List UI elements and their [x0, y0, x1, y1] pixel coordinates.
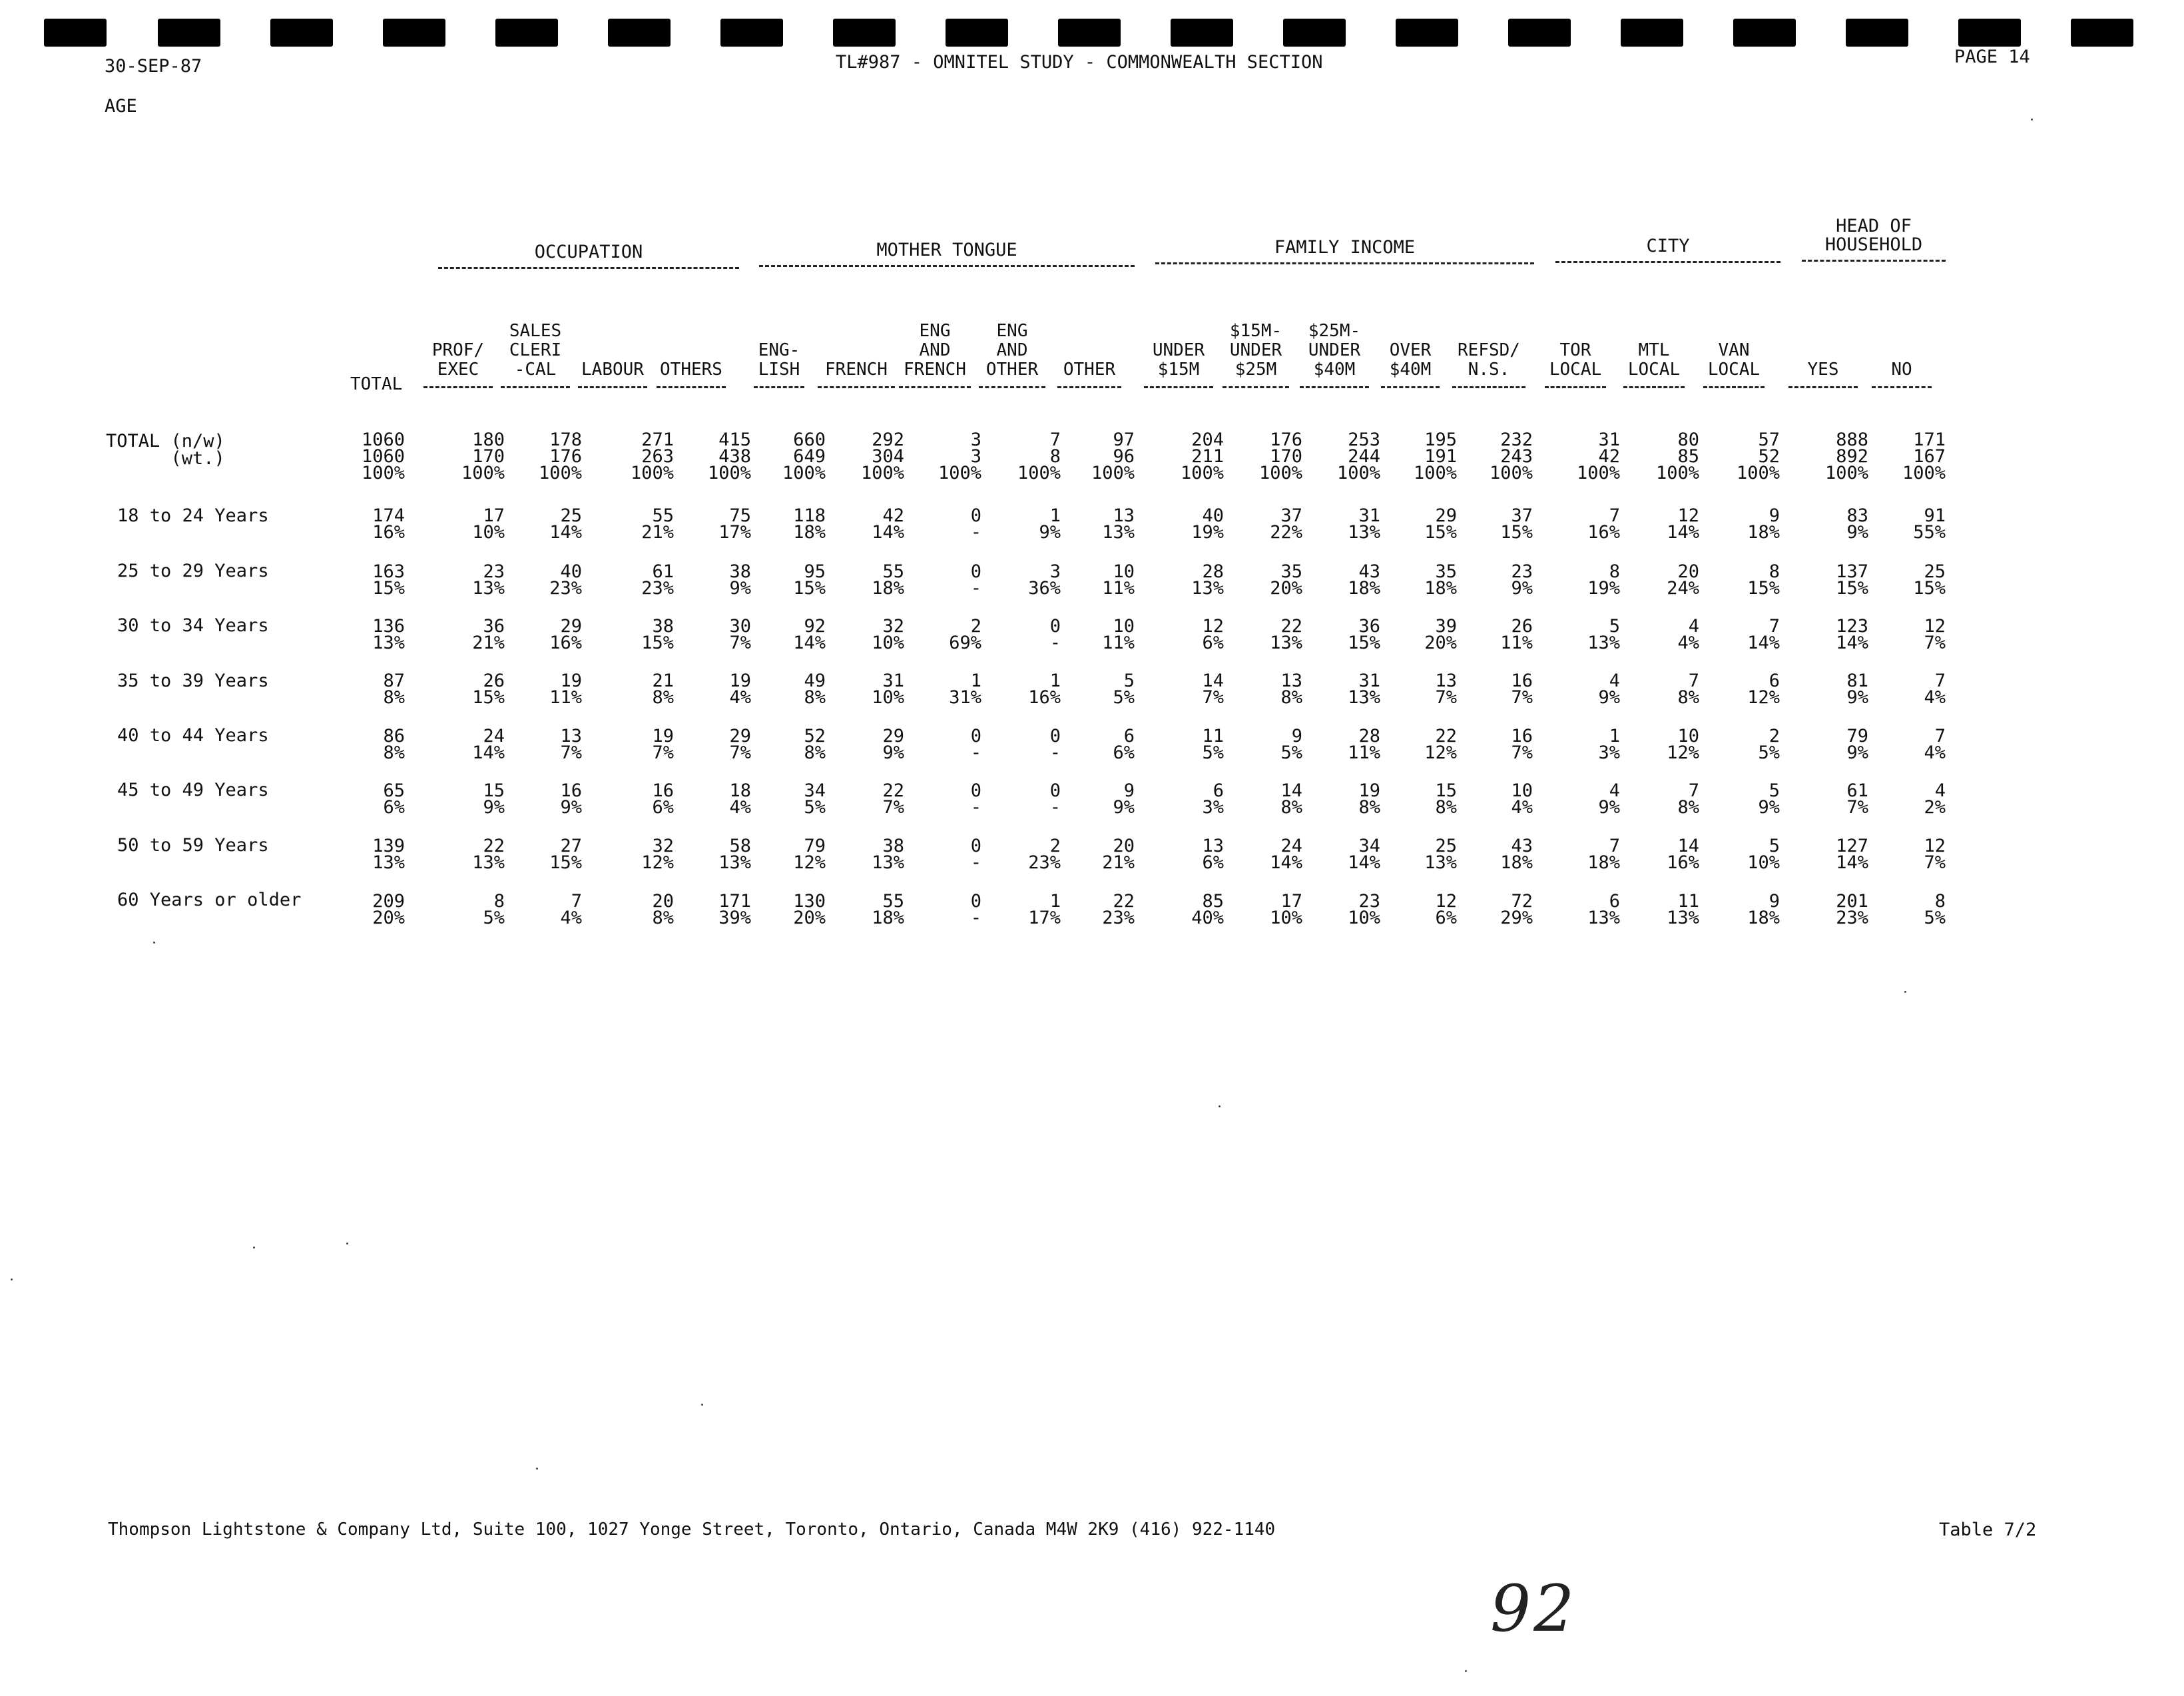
column-underline: [1300, 386, 1369, 388]
table-cell: 201 23%: [1836, 891, 1868, 928]
table-cell: 19 4%: [729, 671, 751, 708]
table-cell: 13 7%: [1435, 671, 1457, 708]
column-header-label: OTHERS: [660, 360, 722, 380]
table-cell: 7 4%: [560, 891, 582, 928]
row-label: 35 to 39 Years: [117, 671, 269, 691]
table-cell: 79 9%: [1846, 726, 1868, 763]
table-cell: 29 9%: [882, 726, 904, 763]
table-cell: 16 6%: [652, 780, 674, 818]
table-cell: 5 10%: [1747, 836, 1780, 873]
column-underline: [1223, 386, 1289, 388]
table-cell: 16 7%: [1511, 671, 1533, 708]
column-header-label: TOR LOCAL: [1549, 340, 1602, 380]
punch-block: [608, 19, 671, 47]
table-cell: 0 -: [970, 561, 981, 599]
table-cell: 43 18%: [1500, 836, 1533, 873]
table-cell: 6 6%: [1113, 726, 1135, 763]
table-cell: 0 -: [1049, 780, 1061, 818]
table-cell: 5 5%: [1113, 671, 1135, 708]
group-header-label: HEAD OF HOUSEHOLD: [1824, 216, 1923, 255]
table-cell: 232 243 100%: [1489, 429, 1533, 483]
table-cell: 27 15%: [549, 836, 582, 873]
table-cell: 130 20%: [793, 891, 826, 928]
table-cell: 21 8%: [652, 671, 674, 708]
table-cell: 38 9%: [729, 561, 751, 599]
punch-block: [720, 19, 783, 47]
table-cell: 178 176 100%: [538, 429, 582, 483]
table-cell: 1 3%: [1598, 726, 1620, 763]
punch-block: [1283, 19, 1346, 47]
table-cell: 1060 1060 100%: [361, 429, 405, 483]
group-header-label: MOTHER TONGUE: [876, 240, 1017, 260]
table-cell: 17 10%: [1270, 891, 1302, 928]
table-cell: 83 9%: [1846, 505, 1868, 543]
column-underline: [899, 386, 971, 388]
table-cell: 40 23%: [549, 561, 582, 599]
table-cell: 9 9%: [1113, 780, 1135, 818]
group-underline: [759, 265, 1135, 267]
punch-block: [270, 19, 333, 47]
table-cell: 3 36%: [1028, 561, 1061, 599]
column-header-label: TOTAL: [350, 374, 403, 394]
table-cell: 7 4%: [1924, 671, 1946, 708]
table-cell: 20 21%: [1102, 836, 1135, 873]
table-cell: 13 8%: [1280, 671, 1302, 708]
punch-strip: [0, 16, 2184, 49]
table-cell: 14 16%: [1667, 836, 1699, 873]
column-underline: [1703, 386, 1765, 388]
scan-speck: [2031, 119, 2033, 121]
table-cell: 38 15%: [641, 616, 674, 653]
table-cell: 139 13%: [372, 836, 405, 873]
row-label: 60 Years or older: [117, 890, 302, 910]
table-cell: 0 -: [970, 726, 981, 763]
table-cell: 7 8 100%: [1017, 429, 1061, 483]
column-header-label: FRENCH: [825, 360, 888, 380]
table-cell: 6 13%: [1587, 891, 1620, 928]
table-cell: 34 14%: [1348, 836, 1380, 873]
table-cell: 6 3%: [1202, 780, 1224, 818]
table-cell: 61 7%: [1846, 780, 1868, 818]
table-cell: 29 15%: [1424, 505, 1457, 543]
table-cell: 888 892 100%: [1824, 429, 1868, 483]
column-underline: [657, 386, 726, 388]
table-cell: 37 15%: [1500, 505, 1533, 543]
table-cell: 79 12%: [793, 836, 826, 873]
table-cell: 127 14%: [1836, 836, 1868, 873]
table-cell: 10 11%: [1102, 616, 1135, 653]
table-cell: 15 8%: [1435, 780, 1457, 818]
row-label: 50 to 59 Years: [117, 835, 269, 856]
table-cell: 13 7%: [560, 726, 582, 763]
table-cell: 2 5%: [1758, 726, 1780, 763]
table-cell: 28 11%: [1348, 726, 1380, 763]
punch-block: [1171, 19, 1233, 47]
column-header-label: LABOUR: [581, 360, 644, 380]
section-title: AGE: [105, 96, 137, 117]
table-cell: 8 5%: [1924, 891, 1946, 928]
column-underline: [979, 386, 1045, 388]
column-underline: [1623, 386, 1685, 388]
table-cell: 20 8%: [652, 891, 674, 928]
scan-speck: [536, 1468, 538, 1470]
table-cell: 14 7%: [1202, 671, 1224, 708]
table-cell: 31 42 100%: [1576, 429, 1620, 483]
punch-block: [44, 19, 107, 47]
punch-block: [1621, 19, 1683, 47]
table-cell: 97 96 100%: [1091, 429, 1135, 483]
column-header-label: REFSD/ N.S.: [1458, 340, 1520, 380]
column-header: [1607, 341, 1701, 380]
column-header-label: SALES CLERI -CAL: [509, 321, 562, 380]
table-cell: 19 11%: [549, 671, 582, 708]
group-underline: [1155, 262, 1534, 264]
report-title: TL#987 - OMNITEL STUDY - COMMONWEALTH SECTION: [836, 52, 1323, 73]
table-cell: 271 263 100%: [630, 429, 674, 483]
punch-block: [2071, 19, 2133, 47]
table-cell: 13 13%: [1102, 505, 1135, 543]
table-cell: 55 18%: [872, 561, 904, 599]
table-cell: 0 -: [1049, 726, 1061, 763]
group-header: [1802, 217, 1946, 254]
table-cell: 28 13%: [1191, 561, 1224, 599]
table-cell: 25 13%: [1424, 836, 1457, 873]
table-cell: 123 14%: [1836, 616, 1868, 653]
table-cell: 7 8%: [1677, 671, 1699, 708]
table-cell: 22 23%: [1102, 891, 1135, 928]
column-underline: [501, 386, 570, 388]
table-cell: 7 4%: [1924, 726, 1946, 763]
column-header-label: YES: [1807, 360, 1839, 380]
row-label: 18 to 24 Years: [117, 505, 269, 526]
table-cell: 1 17%: [1028, 891, 1061, 928]
table-cell: 8 15%: [1747, 561, 1780, 599]
table-cell: 0 -: [970, 780, 981, 818]
table-cell: 136 13%: [372, 616, 405, 653]
table-cell: 12 6%: [1202, 616, 1224, 653]
table-cell: 195 191 100%: [1413, 429, 1457, 483]
table-cell: 5 13%: [1587, 616, 1620, 653]
table-cell: 2 23%: [1028, 836, 1061, 873]
punch-block: [383, 19, 445, 47]
table-cell: 32 12%: [641, 836, 674, 873]
group-header: [1555, 237, 1780, 256]
scan-speck: [346, 1243, 348, 1245]
table-cell: 8 5%: [483, 891, 505, 928]
table-cell: 85 40%: [1191, 891, 1224, 928]
punch-block: [1058, 19, 1121, 47]
table-cell: 72 29%: [1500, 891, 1533, 928]
table-cell: 30 7%: [729, 616, 751, 653]
table-cell: 0 -: [970, 891, 981, 928]
column-underline: [1452, 386, 1525, 388]
punch-block: [495, 19, 558, 47]
column-header: [1855, 360, 1948, 380]
table-cell: 31 13%: [1348, 505, 1380, 543]
table-cell: 61 23%: [641, 561, 674, 599]
table-cell: 35 20%: [1270, 561, 1302, 599]
table-cell: 22 7%: [882, 780, 904, 818]
table-cell: 12 7%: [1924, 616, 1946, 653]
page-number: PAGE 14: [1954, 47, 2030, 67]
table-cell: 8 19%: [1587, 561, 1620, 599]
table-cell: 26 11%: [1500, 616, 1533, 653]
group-header: [1155, 238, 1534, 257]
table-cell: 7 8%: [1677, 780, 1699, 818]
table-cell: 52 8%: [804, 726, 826, 763]
column-header: [1442, 341, 1535, 380]
table-cell: 35 18%: [1424, 561, 1457, 599]
table-cell: 118 18%: [793, 505, 826, 543]
column-header-label: OVER $40M: [1389, 340, 1432, 380]
table-cell: 9 5%: [1280, 726, 1302, 763]
table-cell: 12 7%: [1924, 836, 1946, 873]
table-cell: 137 15%: [1836, 561, 1868, 599]
handwritten-page-number: 92: [1490, 1571, 1577, 1646]
table-cell: 10 4%: [1511, 780, 1533, 818]
column-underline: [1057, 386, 1121, 388]
table-cell: 4 9%: [1598, 780, 1620, 818]
table-cell: 415 438 100%: [707, 429, 751, 483]
column-header: [645, 360, 738, 380]
table-cell: 1 9%: [1039, 505, 1061, 543]
table-cell: 4 9%: [1598, 671, 1620, 708]
table-cell: 11 13%: [1667, 891, 1699, 928]
table-cell: 42 14%: [872, 505, 904, 543]
table-cell: 65 6%: [383, 780, 405, 818]
column-header: [1043, 360, 1136, 380]
table-cell: 86 8%: [383, 726, 405, 763]
table-cell: 36 21%: [472, 616, 505, 653]
column-header-label: $15M- UNDER $25M: [1229, 321, 1282, 380]
table-cell: 57 52 100%: [1736, 429, 1780, 483]
table-cell: 58 13%: [718, 836, 751, 873]
table-cell: 91 55%: [1913, 505, 1946, 543]
table-cell: 17 10%: [472, 505, 505, 543]
table-cell: 9 18%: [1747, 891, 1780, 928]
table-cell: 55 21%: [641, 505, 674, 543]
table-cell: 1 31%: [949, 671, 981, 708]
table-cell: 23 10%: [1348, 891, 1380, 928]
table-cell: 25 15%: [1913, 561, 1946, 599]
report-date: 30-SEP-87: [105, 56, 202, 77]
scan-speck: [1465, 1670, 1467, 1672]
table-cell: 180 170 100%: [461, 429, 505, 483]
table-cell: 292 304 100%: [860, 429, 904, 483]
column-header-label: UNDER $15M: [1152, 340, 1205, 380]
scan-speck: [11, 1278, 13, 1280]
table-cell: 20 24%: [1667, 561, 1699, 599]
column-header-label: MTL LOCAL: [1627, 340, 1681, 380]
column-underline: [818, 386, 895, 388]
table-cell: 171 167 100%: [1902, 429, 1946, 483]
scan-speck: [153, 942, 155, 944]
table-cell: 39 20%: [1424, 616, 1457, 653]
table-cell: 660 649 100%: [782, 429, 826, 483]
scan-speck: [1219, 1105, 1221, 1107]
row-label: TOTAL (n/w) (wt.): [106, 431, 225, 469]
table-cell: 87 8%: [383, 671, 405, 708]
table-cell: 34 5%: [804, 780, 826, 818]
column-header-label: ENG- LISH: [758, 340, 800, 380]
table-cell: 95 15%: [793, 561, 826, 599]
group-header-label: CITY: [1646, 236, 1690, 256]
column-underline: [1381, 386, 1440, 388]
table-cell: 2 69%: [949, 616, 981, 653]
punch-block: [1958, 19, 2021, 47]
row-label: 45 to 49 Years: [117, 780, 269, 800]
table-cell: 40 19%: [1191, 505, 1224, 543]
group-underline: [438, 267, 739, 269]
table-cell: 24 14%: [1270, 836, 1302, 873]
table-cell: 80 85 100%: [1655, 429, 1699, 483]
column-underline: [1788, 386, 1858, 388]
table-cell: 5 9%: [1758, 780, 1780, 818]
table-cell: 16 7%: [1511, 726, 1533, 763]
table-cell: 31 13%: [1348, 671, 1380, 708]
table-cell: 25 14%: [549, 505, 582, 543]
table-cell: 49 8%: [804, 671, 826, 708]
column-header-label: ENG AND FRENCH: [904, 321, 966, 380]
column-header-label: NO: [1891, 360, 1912, 380]
column-underline: [578, 386, 647, 388]
table-cell: 31 10%: [872, 671, 904, 708]
table-cell: 1 16%: [1028, 671, 1061, 708]
column-header-label: PROF/ EXEC: [431, 340, 485, 380]
table-cell: 36 15%: [1348, 616, 1380, 653]
punch-block: [158, 19, 220, 47]
scan-speck: [701, 1404, 703, 1406]
table-cell: 23 9%: [1511, 561, 1533, 599]
punch-block: [1846, 19, 1908, 47]
table-cell: 29 16%: [549, 616, 582, 653]
table-cell: 19 8%: [1358, 780, 1380, 818]
table-cell: 22 12%: [1424, 726, 1457, 763]
table-cell: 10 12%: [1667, 726, 1699, 763]
table-cell: 6 12%: [1747, 671, 1780, 708]
table-cell: 11 5%: [1202, 726, 1224, 763]
table-cell: 7 16%: [1587, 505, 1620, 543]
punch-block: [833, 19, 896, 47]
table-cell: 75 17%: [718, 505, 751, 543]
table-cell: 43 18%: [1348, 561, 1380, 599]
table-cell: 32 10%: [872, 616, 904, 653]
table-cell: 19 7%: [652, 726, 674, 763]
column-header-label: ENG AND OTHER: [985, 321, 1039, 380]
table-cell: 4 2%: [1924, 780, 1946, 818]
table-cell: 29 7%: [729, 726, 751, 763]
table-cell: 55 18%: [872, 891, 904, 928]
table-cell: 18 4%: [729, 780, 751, 818]
punch-block: [946, 19, 1008, 47]
column-underline: [423, 386, 493, 388]
table-reference: Table 7/2: [1939, 1520, 2037, 1540]
column-header-label: OTHER: [1063, 360, 1116, 380]
punch-block: [1508, 19, 1571, 47]
table-cell: 14 8%: [1280, 780, 1302, 818]
table-cell: 9 18%: [1747, 505, 1780, 543]
table-cell: 24 14%: [472, 726, 505, 763]
table-cell: 92 14%: [793, 616, 826, 653]
table-cell: 16 9%: [560, 780, 582, 818]
table-cell: 0 -: [1049, 616, 1061, 653]
table-cell: 174 16%: [372, 505, 405, 543]
group-header: [438, 243, 739, 262]
table-cell: 209 20%: [372, 891, 405, 928]
table-cell: 0 -: [970, 505, 981, 543]
row-label: 25 to 29 Years: [117, 561, 269, 581]
group-underline: [1802, 260, 1946, 262]
table-cell: 38 13%: [872, 836, 904, 873]
row-label: 30 to 34 Years: [117, 615, 269, 636]
table-cell: 13 6%: [1202, 836, 1224, 873]
table-cell: 171 39%: [718, 891, 751, 928]
table-cell: 10 11%: [1102, 561, 1135, 599]
column-header-label: $25M- UNDER $40M: [1308, 321, 1361, 380]
footer-address: Thompson Lightstone & Company Ltd, Suite 100, 1027 Yonge Street, Toronto, Ontario, Canada M4W 2K9 (416) 922-1140: [108, 1520, 1276, 1540]
column-underline: [1872, 386, 1932, 388]
column-underline: [1144, 386, 1213, 388]
table-cell: 176 170 100%: [1258, 429, 1302, 483]
table-cell: 7 18%: [1587, 836, 1620, 873]
table-cell: 0 -: [970, 836, 981, 873]
table-cell: 4 4%: [1677, 616, 1699, 653]
table-cell: 22 13%: [1270, 616, 1302, 653]
table-cell: 81 9%: [1846, 671, 1868, 708]
table-cell: 253 244 100%: [1336, 429, 1380, 483]
row-label: 40 to 44 Years: [117, 725, 269, 746]
table-cell: 204 211 100%: [1180, 429, 1224, 483]
punch-block: [1396, 19, 1458, 47]
table-cell: 12 6%: [1435, 891, 1457, 928]
table-cell: 163 15%: [372, 561, 405, 599]
table-cell: 23 13%: [472, 561, 505, 599]
table-cell: 12 14%: [1667, 505, 1699, 543]
group-header-label: OCCUPATION: [534, 242, 643, 262]
table-cell: 7 14%: [1747, 616, 1780, 653]
column-header: [1687, 341, 1780, 380]
group-header-label: FAMILY INCOME: [1274, 237, 1416, 258]
group-underline: [1555, 261, 1780, 263]
column-underline: [754, 386, 804, 388]
table-cell: 15 9%: [483, 780, 505, 818]
scan-speck: [1904, 991, 1906, 993]
table-cell: 37 22%: [1270, 505, 1302, 543]
table-cell: 26 15%: [472, 671, 505, 708]
table-cell: 3 3 100%: [938, 429, 981, 483]
column-underline: [1545, 386, 1606, 388]
punch-block: [1733, 19, 1796, 47]
group-header: [759, 241, 1135, 260]
column-header-label: VAN LOCAL: [1707, 340, 1761, 380]
scan-speck: [253, 1247, 255, 1249]
table-cell: 22 13%: [472, 836, 505, 873]
